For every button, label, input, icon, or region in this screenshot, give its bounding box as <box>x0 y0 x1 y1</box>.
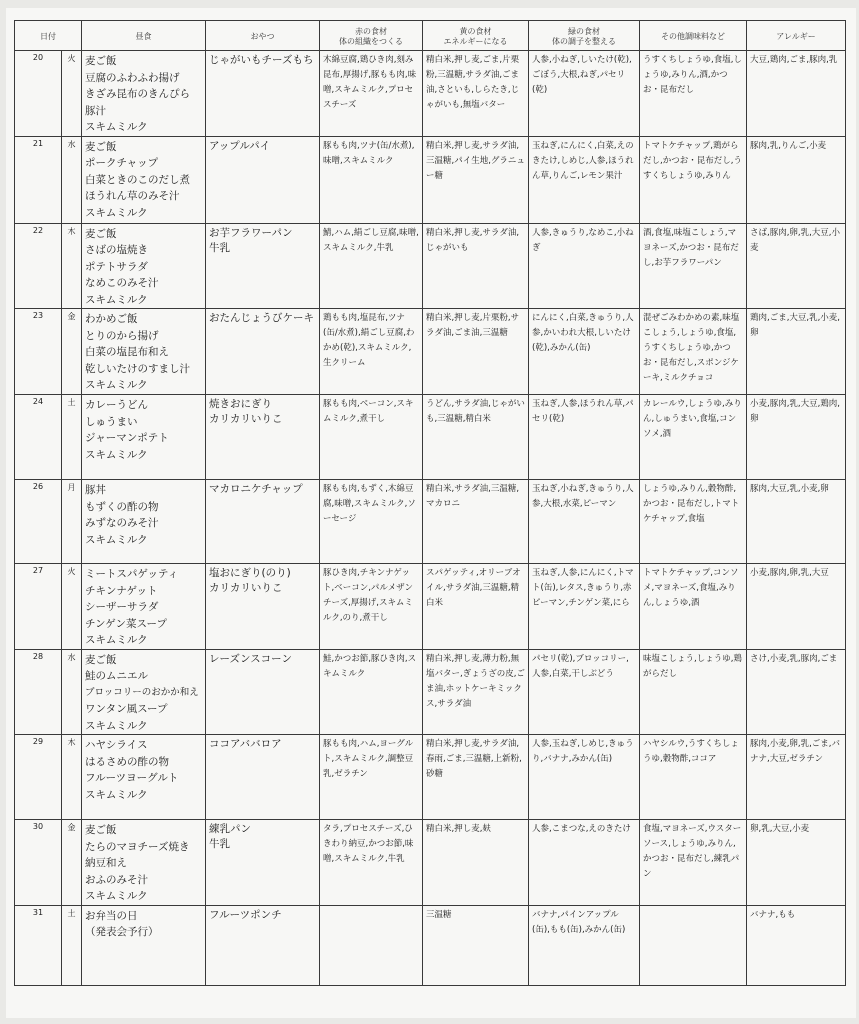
weekday-cell: 木 <box>62 223 82 309</box>
snack-cell-item: じゃがいもチーズもち <box>209 54 314 66</box>
lunch-cell-item: チンゲン菜スープ <box>85 617 168 630</box>
lunch-cell-item: スキムミルク <box>85 719 148 732</box>
lunch-cell-item: （発表会予行） <box>85 926 159 938</box>
lunch-cell-item: 乾しいたけのすまし汁 <box>85 362 190 375</box>
green-foods-cell: 玉ねぎ,小ねぎ,きゅうり,人参,大根,水菜,ピーマン <box>529 480 640 564</box>
header-allergy: アレルギー <box>747 21 846 51</box>
snack-cell <box>206 136 320 223</box>
lunch-cell-item: しゅうまい <box>85 415 138 428</box>
header-yellow-foods <box>423 21 529 51</box>
header-date: 日付 <box>15 21 82 51</box>
snack-cell-item: おたんじょうびケーキ <box>209 312 314 324</box>
lunch-cell <box>82 223 206 309</box>
menu-table <box>14 20 846 986</box>
lunch-cell-item: 豚丼 <box>85 484 106 496</box>
lunch-cell-item: はるさめの酢の物 <box>85 755 169 768</box>
lunch-cell-item: 鮭のムニエル <box>85 670 148 682</box>
date-cell: 31 <box>15 905 62 985</box>
snack-cell-item: レーズンスコーン <box>209 652 292 665</box>
lunch-cell-item: ポテトサラダ <box>85 260 148 273</box>
lunch-cell-item: ジャーマンポテト <box>85 432 169 444</box>
snack-cell-item: 焼きおにぎり <box>209 398 272 410</box>
menu-row <box>15 735 846 820</box>
weekday-cell: 土 <box>62 905 82 985</box>
allergy-cell: 豚肉,乳,りんご,小麦 <box>747 136 846 223</box>
lunch-cell-item: スキムミルク <box>85 379 148 391</box>
lunch-cell-item: ハヤシライス <box>85 739 148 751</box>
allergy-cell: バナナ,もも <box>747 905 846 985</box>
allergy-cell: 小麦,豚肉,卵,乳,大豆 <box>747 564 846 650</box>
other-seasoning-cell: しょうゆ,みりん,穀物酢,かつお・昆布だし,トマトケチャップ,食塩 <box>640 480 747 564</box>
menu-body <box>15 51 846 986</box>
menu-row <box>15 51 846 137</box>
yellow-foods-cell: 精白米,サラダ油,三温糖,マカロニ <box>423 480 529 564</box>
allergy-cell: 豚肉,大豆,乳,小麦,卵 <box>747 480 846 564</box>
snack-cell <box>206 820 320 906</box>
lunch-cell-item: 麦ご飯 <box>85 55 117 67</box>
other-seasoning-cell: 味塩こしょう,しょうゆ,鶏がらだし <box>640 649 747 735</box>
lunch-cell <box>82 51 206 137</box>
weekday-cell: 土 <box>62 395 82 480</box>
weekday-cell: 月 <box>62 480 82 564</box>
green-foods-cell: バナナ,パインアップル(缶),もも(缶),みかん(缶) <box>529 905 640 985</box>
snack-cell-item: マカロニケチャップ <box>209 483 303 495</box>
snack-cell <box>206 223 320 309</box>
green-foods-cell: 人参,こまつな,えのきたけ <box>529 820 640 906</box>
lunch-cell-item: チキンナゲット <box>85 584 158 597</box>
other-seasoning-cell: うすくちしょうゆ,食塩,しょうゆ,みりん,酒,かつお・昆布だし <box>640 51 747 137</box>
red-foods-cell: 鮭,かつお節,豚ひき肉,スキムミルク <box>320 649 423 735</box>
lunch-cell <box>82 820 206 906</box>
lunch-cell-item: ワンタン風スープ <box>85 703 168 715</box>
allergy-cell: さば,豚肉,卵,乳,大豆,小麦 <box>747 223 846 309</box>
menu-row <box>15 564 846 650</box>
green-foods-cell: パセリ(乾),ブロッコリー,人参,白菜,干しぶどう <box>529 649 640 735</box>
menu-row <box>15 820 846 906</box>
lunch-cell-item: スキムミルク <box>85 890 148 902</box>
lunch-cell-item: みずなのみそ汁 <box>85 517 159 529</box>
date-cell: 24 <box>15 395 62 480</box>
snack-cell <box>206 309 320 395</box>
yellow-foods-cell: うどん,サラダ油,じゃがいも,三温糖,精白米 <box>423 395 529 480</box>
snack-cell-item: アップルパイ <box>209 139 271 152</box>
lunch-cell-item: シーザーサラダ <box>85 601 159 613</box>
red-foods-cell: 鶏もも肉,塩昆布,ツナ(缶/水煮),絹ごし豆腐,わかめ(乾),スキムミルク,生クリーム <box>320 309 423 395</box>
header-snack: おやつ <box>206 21 320 51</box>
allergy-cell: 鶏肉,ごま,大豆,乳,小麦,卵 <box>747 309 846 395</box>
header-red-text: 赤の食材 体の組織をつくる <box>339 26 403 46</box>
lunch-cell-item: なめこのみそ汁 <box>85 277 159 289</box>
date-cell: 20 <box>15 51 62 137</box>
red-foods-cell: タラ,プロセスチーズ,ひきわり納豆,かつお節,味噌,スキムミルク,牛乳 <box>320 820 423 906</box>
lunch-cell-item: ミートスパゲッティ <box>85 568 179 580</box>
green-foods-cell: 玉ねぎ,人参,にんにく,トマト(缶),レタス,きゅうり,赤ピーマン,チンゲン菜,にら <box>529 564 640 650</box>
header-yellow-text: 黄の食材 エネルギーになる <box>443 26 508 46</box>
green-foods-cell: 玉ねぎ,人参,ほうれん草,パセリ(乾) <box>529 395 640 480</box>
other-seasoning-cell: トマトケチャップ,鶏がらだし,かつお・昆布だし,うすくちしょうゆ,みりん <box>640 136 747 223</box>
lunch-cell-item: 納豆和え <box>85 857 127 869</box>
yellow-foods-cell: 精白米,押し麦,サラダ油,春雨,ごま,三温糖,上新粉,砂糖 <box>423 735 529 820</box>
green-foods-cell: 玉ねぎ,にんにく,白菜,えのきたけ,しめじ,人参,ほうれん草,りんご,レモン果汁 <box>529 136 640 223</box>
weekday-cell: 金 <box>62 820 82 906</box>
date-cell: 22 <box>15 223 62 309</box>
header-row <box>15 21 846 51</box>
yellow-foods-cell: 精白米,押し麦,ごま,片栗粉,三温糖,サラダ油,ごま油,さといも,しらたき,じゃがいも,無塩バター <box>423 51 529 137</box>
yellow-foods-cell: 精白米,押し麦,片栗粉,サラダ油,ごま油,三温糖 <box>423 309 529 395</box>
red-foods-cell: 豚もも肉,もずく,木綿豆腐,味噌,スキムミルク,ソーセージ <box>320 480 423 564</box>
lunch-cell <box>82 905 206 985</box>
lunch-cell-item: お弁当の日 <box>85 909 138 922</box>
allergy-cell: 大豆,鶏肉,ごま,豚肉,乳 <box>747 51 846 137</box>
header-other: その他調味料など <box>640 21 747 51</box>
green-foods-cell: 人参,玉ねぎ,しめじ,きゅうり,バナナ,みかん(缶) <box>529 735 640 820</box>
other-seasoning-cell: カレールウ,しょうゆ,みりん,しゅうまい,食塩,コンソメ,酒 <box>640 395 747 480</box>
lunch-cell-item: 麦ご飯 <box>85 653 117 666</box>
header-red-foods <box>320 21 423 51</box>
snack-cell-item: フルーツポンチ <box>209 908 282 921</box>
lunch-cell-item: フルーツヨーグルト <box>85 772 179 784</box>
lunch-cell-item: 麦ご飯 <box>85 227 117 240</box>
snack-cell <box>206 735 320 820</box>
lunch-cell-item: とりのから揚げ <box>85 329 159 342</box>
snack-cell-item: 牛乳 <box>209 241 230 254</box>
yellow-foods-cell: 精白米,押し麦,薄力粉,無塩バター,ぎょうざの皮,ごま油,ホットケーキミックス,サラダ油 <box>423 649 529 735</box>
snack-cell-item: 牛乳 <box>209 838 230 850</box>
lunch-cell-item: おふのみそ汁 <box>85 873 148 886</box>
weekday-cell: 火 <box>62 564 82 650</box>
menu-row <box>15 395 846 480</box>
weekday-cell: 金 <box>62 309 82 395</box>
snack-cell-item: カリカリいりこ <box>209 413 283 425</box>
yellow-foods-cell: 精白米,押し麦,サラダ油,三温糖,パイ生地,グラニュー糖 <box>423 136 529 223</box>
snack-cell <box>206 51 320 137</box>
menu-row <box>15 309 846 395</box>
menu-row <box>15 905 846 985</box>
red-foods-cell: 豚ひき肉,チキンナゲット,ベーコン,パルメザンチーズ,厚揚げ,スキムミルク,のり,煮干し <box>320 564 423 650</box>
green-foods-cell: にんにく,白菜,きゅうり,人参,かいわれ大根,しいたけ(乾),みかん(缶) <box>529 309 640 395</box>
allergy-cell: 卵,乳,大豆,小麦 <box>747 820 846 906</box>
lunch-cell-item: スキムミルク <box>85 634 148 646</box>
allergy-cell: 小麦,豚肉,乳,大豆,鶏肉,卵 <box>747 395 846 480</box>
lunch-cell <box>82 735 206 820</box>
other-seasoning-cell: 混ぜごみわかめの素,味塩こしょう,しょうゆ,食塩,うすくちしょうゆ,かつお・昆布だし,スポンジケーキ,ミルクチョコ <box>640 309 747 395</box>
lunch-cell-item: スキムミルク <box>85 206 148 219</box>
green-foods-cell: 人参,小ねぎ,しいたけ(乾),ごぼう,大根,ねぎ,パセリ(乾) <box>529 51 640 137</box>
lunch-cell-item: 豆腐のふわふわ揚げ <box>85 71 180 84</box>
snack-cell-item: ココアババロア <box>209 738 282 750</box>
red-foods-cell: 豚もも肉,ハム,ヨーグルト,スキムミルク,調整豆乳,ゼラチン <box>320 735 423 820</box>
lunch-cell <box>82 480 206 564</box>
yellow-foods-cell: 精白米,押し麦,麸 <box>423 820 529 906</box>
lunch-cell-item: スキムミルク <box>85 533 148 546</box>
snack-cell <box>206 905 320 985</box>
header-green-foods <box>529 21 640 51</box>
date-cell: 21 <box>15 136 62 223</box>
weekday-cell: 水 <box>62 136 82 223</box>
date-cell: 27 <box>15 564 62 650</box>
snack-cell <box>206 395 320 480</box>
red-foods-cell: 豚もも肉,ベーコン,スキムミルク,煮干し <box>320 395 423 480</box>
red-foods-cell: 木綿豆腐,鶏ひき肉,刻み昆布,厚揚げ,豚もも肉,味噌,スキムミルク,プロセスチーズ <box>320 51 423 137</box>
lunch-cell-item: スキムミルク <box>85 293 148 306</box>
lunch-cell-item: わかめご飯 <box>85 313 138 325</box>
lunch-cell-item: スキムミルク <box>85 448 148 461</box>
lunch-cell <box>82 395 206 480</box>
date-cell: 30 <box>15 820 62 906</box>
yellow-foods-cell: 精白米,押し麦,サラダ油,じゃがいも <box>423 223 529 309</box>
lunch-cell-item: 白菜ときのこのだし煮 <box>85 173 190 186</box>
green-foods-cell: 人参,きゅうり,なめこ,小ねぎ <box>529 223 640 309</box>
lunch-cell-item: たらのマヨチーズ焼き <box>85 840 190 853</box>
snack-cell-item: お芋フラワーパン <box>209 226 293 239</box>
menu-row <box>15 480 846 564</box>
lunch-cell <box>82 649 206 735</box>
snack-cell-item: 塩おにぎり(のり) <box>209 567 291 579</box>
lunch-cell-item: スキムミルク <box>85 788 148 801</box>
menu-sheet <box>6 8 856 1018</box>
red-foods-cell <box>320 905 423 985</box>
snack-cell <box>206 480 320 564</box>
weekday-cell: 火 <box>62 51 82 137</box>
lunch-cell-item: 豚汁 <box>85 104 106 117</box>
header-green-text: 緑の食材 体の調子を整える <box>552 26 616 46</box>
lunch-cell-item: ほうれん草のみそ汁 <box>85 190 180 202</box>
date-cell: 26 <box>15 480 62 564</box>
lunch-cell-item: 白菜の塩昆布和え <box>85 346 169 358</box>
red-foods-cell: 鯖,ハム,絹ごし豆腐,味噌,スキムミルク,牛乳 <box>320 223 423 309</box>
lunch-cell <box>82 309 206 395</box>
snack-cell-item: 練乳パン <box>209 823 251 835</box>
lunch-cell-item: 麦ご飯 <box>85 824 117 836</box>
date-cell: 23 <box>15 309 62 395</box>
other-seasoning-cell <box>640 905 747 985</box>
date-cell: 28 <box>15 649 62 735</box>
yellow-foods-cell: スパゲッティ,オリーブオイル,サラダ油,三温糖,精白米 <box>423 564 529 650</box>
menu-row <box>15 136 846 223</box>
allergy-cell: 豚肉,小麦,卵,乳,ごま,バナナ,大豆,ゼラチン <box>747 735 846 820</box>
snack-cell <box>206 564 320 650</box>
lunch-cell <box>82 136 206 223</box>
lunch-cell-item: カレーうどん <box>85 399 148 411</box>
lunch-cell-item: もずくの酢の物 <box>85 500 159 513</box>
lunch-cell <box>82 564 206 650</box>
other-seasoning-cell: ハヤシルウ,うすくちしょうゆ,穀物酢,ココア <box>640 735 747 820</box>
other-seasoning-cell: 酒,食塩,味塩こしょう,マヨネーズ,かつお・昆布だし,お芋フラワーパン <box>640 223 747 309</box>
header-lunch: 昼食 <box>82 21 206 51</box>
snack-cell <box>206 649 320 735</box>
menu-row <box>15 223 846 309</box>
lunch-cell-item: 麦ご飯 <box>85 140 117 153</box>
menu-row <box>15 649 846 735</box>
allergy-cell: さけ,小麦,乳,豚肉,ごま <box>747 649 846 735</box>
red-foods-cell: 豚もも肉,ツナ(缶/水煮),味噌,スキムミルク <box>320 136 423 223</box>
other-seasoning-cell: トマトケチャップ,コンソメ,マヨネーズ,食塩,みりん,しょうゆ,酒 <box>640 564 747 650</box>
snack-cell-item: カリカリいりこ <box>209 582 283 594</box>
lunch-cell-item: ブロッコリーのおかか和え <box>85 686 199 698</box>
lunch-cell-item: スキムミルク <box>85 121 148 133</box>
date-cell: 29 <box>15 735 62 820</box>
other-seasoning-cell: 食塩,マヨネーズ,ウスターソース,しょうゆ,みりん,かつお・昆布だし,練乳パン <box>640 820 747 906</box>
yellow-foods-cell: 三温糖 <box>423 905 529 985</box>
lunch-cell-item: きざみ昆布のきんぴら <box>85 88 190 100</box>
weekday-cell: 木 <box>62 735 82 820</box>
lunch-cell-item: さばの塩焼き <box>85 244 148 256</box>
lunch-cell-item: ポークチャップ <box>85 157 159 169</box>
weekday-cell: 水 <box>62 649 82 735</box>
